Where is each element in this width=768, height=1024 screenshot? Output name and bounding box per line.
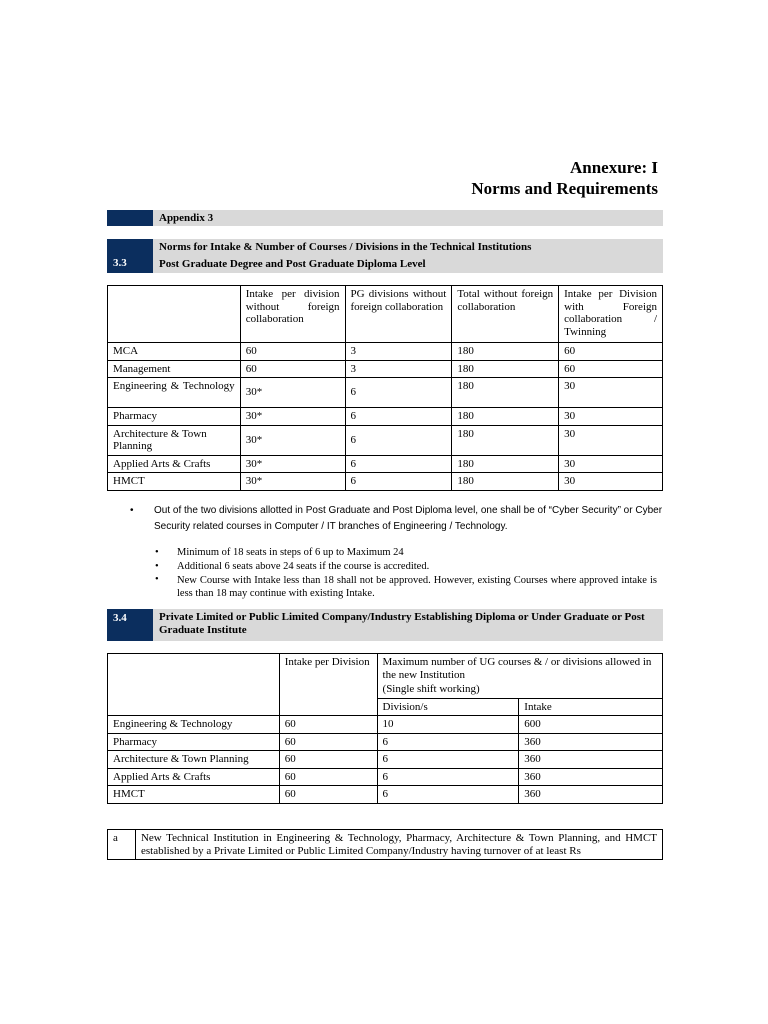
- table-cell: 600: [519, 716, 663, 734]
- table-header-row: [108, 654, 663, 699]
- table-cell: 30*: [240, 408, 345, 426]
- bullet-icon: •: [155, 547, 159, 558]
- bullet-icon: •: [155, 561, 159, 572]
- table-cell: 360: [519, 786, 663, 804]
- table-cell: Engineering & Technology: [108, 378, 241, 408]
- table-cell: 6: [345, 425, 452, 455]
- section-3-3-title-line2: Post Graduate Degree and Post Graduate Diploma Level: [159, 258, 426, 270]
- table-cell: 30: [559, 425, 663, 455]
- section-3-3-bar: [107, 239, 663, 273]
- bullet-icon: •: [155, 574, 159, 585]
- section-3-4-title: Private Limited or Public Limited Company/Industry Establishing Diploma or Under Graduate or Post Graduate Institute: [159, 611, 645, 636]
- table-cell: Engineering & Technology: [108, 716, 280, 734]
- header-intake-without-foreign: Intake per division without foreign collaboration: [240, 286, 345, 343]
- header-shift-text: (Single shift working): [382, 683, 480, 695]
- table-row: [108, 473, 663, 491]
- table-cell: 60: [279, 716, 377, 734]
- table-cell: 360: [519, 733, 663, 751]
- table-row: [108, 360, 663, 378]
- table-cell: 180: [452, 473, 559, 491]
- table-row: [108, 733, 663, 751]
- table-cell: 30: [559, 473, 663, 491]
- table-cell: 3: [345, 343, 452, 361]
- table-cell: 180: [452, 408, 559, 426]
- header-intake-per-division: Intake per Division: [279, 654, 377, 716]
- list-item-text: New Course with Intake less than 18 shall not be approved. However, existing Courses where approved intake is less than 18 may continue with existing Intake.: [177, 575, 657, 599]
- table-cell: 180: [452, 455, 559, 473]
- table-cell: 180: [452, 343, 559, 361]
- table-cell: 60: [279, 751, 377, 769]
- table-cell: MCA: [108, 343, 241, 361]
- table-cell: Pharmacy: [108, 408, 241, 426]
- table-header-row: [108, 286, 663, 343]
- section-3-4-bar: [107, 609, 663, 641]
- section-3-3-marker: [107, 239, 153, 273]
- table-cell: 6: [377, 751, 519, 769]
- table-cell: 6: [377, 733, 519, 751]
- table-cell: Applied Arts & Crafts: [108, 455, 241, 473]
- table-cell: HMCT: [108, 786, 280, 804]
- section-3-3-number: 3.3: [113, 257, 127, 269]
- table-cell: 6: [345, 473, 452, 491]
- table-row: [108, 455, 663, 473]
- table-cell: 30: [559, 455, 663, 473]
- table-cell: 6: [377, 786, 519, 804]
- table-row: [108, 751, 663, 769]
- table-row: [108, 343, 663, 361]
- list-item-text: Additional 6 seats above 24 seats if the course is accredited.: [177, 561, 430, 572]
- table-cell: Architecture & Town Planning: [108, 425, 241, 455]
- table-cell: 30*: [240, 378, 345, 408]
- table-cell: Management: [108, 360, 241, 378]
- table-row: [108, 768, 663, 786]
- table-cell: 60: [559, 343, 663, 361]
- table-cell: 6: [377, 768, 519, 786]
- header-intake-with-foreign: Intake per Division with Foreign collaboration / Twinning: [559, 286, 663, 343]
- table-cell: HMCT: [108, 473, 241, 491]
- subheader-intake: Intake: [519, 698, 663, 716]
- appendix-label: Appendix 3: [159, 212, 214, 224]
- header-cell-empty: [108, 654, 280, 716]
- cyber-security-note-text: Out of the two divisions allotted in Post Graduate and Post Diploma level, one shall be of “Cyber Security” or Cyber Security related courses in Computer / IT branches of Engineering / Technology.: [154, 505, 663, 532]
- table-cell: 10: [377, 716, 519, 734]
- table-cell: 60: [559, 360, 663, 378]
- appendix-bar: [107, 210, 663, 226]
- table-cell: 6: [345, 455, 452, 473]
- norms-title: Norms and Requirements: [471, 179, 658, 198]
- list-item-text: Minimum of 18 seats in steps of 6 up to Maximum 24: [177, 547, 404, 558]
- intake-bullet-list: [155, 545, 657, 600]
- table-cell: Pharmacy: [108, 733, 280, 751]
- table-cell: 6: [345, 378, 452, 408]
- table-cell: 30*: [240, 425, 345, 455]
- table-cell: Architecture & Town Planning: [108, 751, 280, 769]
- table-cell: 60: [279, 768, 377, 786]
- table-cell: 30: [559, 408, 663, 426]
- table-cell: 60: [279, 733, 377, 751]
- header-pg-divisions: PG divisions without foreign collaboration: [345, 286, 452, 343]
- table-cell: 3: [345, 360, 452, 378]
- list-item: [155, 573, 657, 600]
- subheader-division: Division/s: [377, 698, 519, 716]
- header-max-courses-text: Maximum number of UG courses & / or divisions allowed in the new Institution: [382, 656, 652, 681]
- table-cell: 180: [452, 425, 559, 455]
- section-3-4-marker: [107, 609, 153, 641]
- bullet-icon: •: [130, 505, 134, 516]
- table-row: [108, 378, 663, 408]
- appendix-marker: [107, 210, 153, 226]
- table-cell: 60: [240, 343, 345, 361]
- table-row: [108, 786, 663, 804]
- header-total: Total without foreign collaboration: [452, 286, 559, 343]
- company-intake-table: [107, 653, 663, 804]
- table-row: [108, 425, 663, 455]
- section-3-3-title-line1: Norms for Intake & Number of Courses / Divisions in the Technical Institutions: [159, 241, 532, 253]
- header-cell-empty: [108, 286, 241, 343]
- table-cell: 60: [279, 786, 377, 804]
- list-item: [155, 559, 657, 574]
- table-cell: 30*: [240, 455, 345, 473]
- table-cell: 360: [519, 768, 663, 786]
- cyber-security-note: [130, 503, 665, 535]
- annexure-title: Annexure: I: [570, 158, 658, 177]
- note-a-text: New Technical Institution in Engineering & Technology, Pharmacy, Architecture & Town Planning, and HMCT established by a Private Limited or Public Limited Company/Industry having turnover of at least Rs: [135, 830, 662, 860]
- table-cell: 60: [240, 360, 345, 378]
- pg-intake-table: [107, 285, 663, 491]
- header-max-courses: [377, 654, 662, 699]
- table-row: [108, 830, 663, 860]
- list-item: [155, 545, 657, 560]
- table-cell: 30*: [240, 473, 345, 491]
- note-a-table: [107, 829, 663, 860]
- table-row: [108, 716, 663, 734]
- note-a-marker: a: [108, 830, 136, 860]
- table-cell: 30: [559, 378, 663, 408]
- table-cell: Applied Arts & Crafts: [108, 768, 280, 786]
- section-3-4-number: 3.4: [113, 612, 127, 624]
- table-cell: 180: [452, 360, 559, 378]
- table-cell: 6: [345, 408, 452, 426]
- table-cell: 360: [519, 751, 663, 769]
- table-cell: 180: [452, 378, 559, 408]
- table-row: [108, 408, 663, 426]
